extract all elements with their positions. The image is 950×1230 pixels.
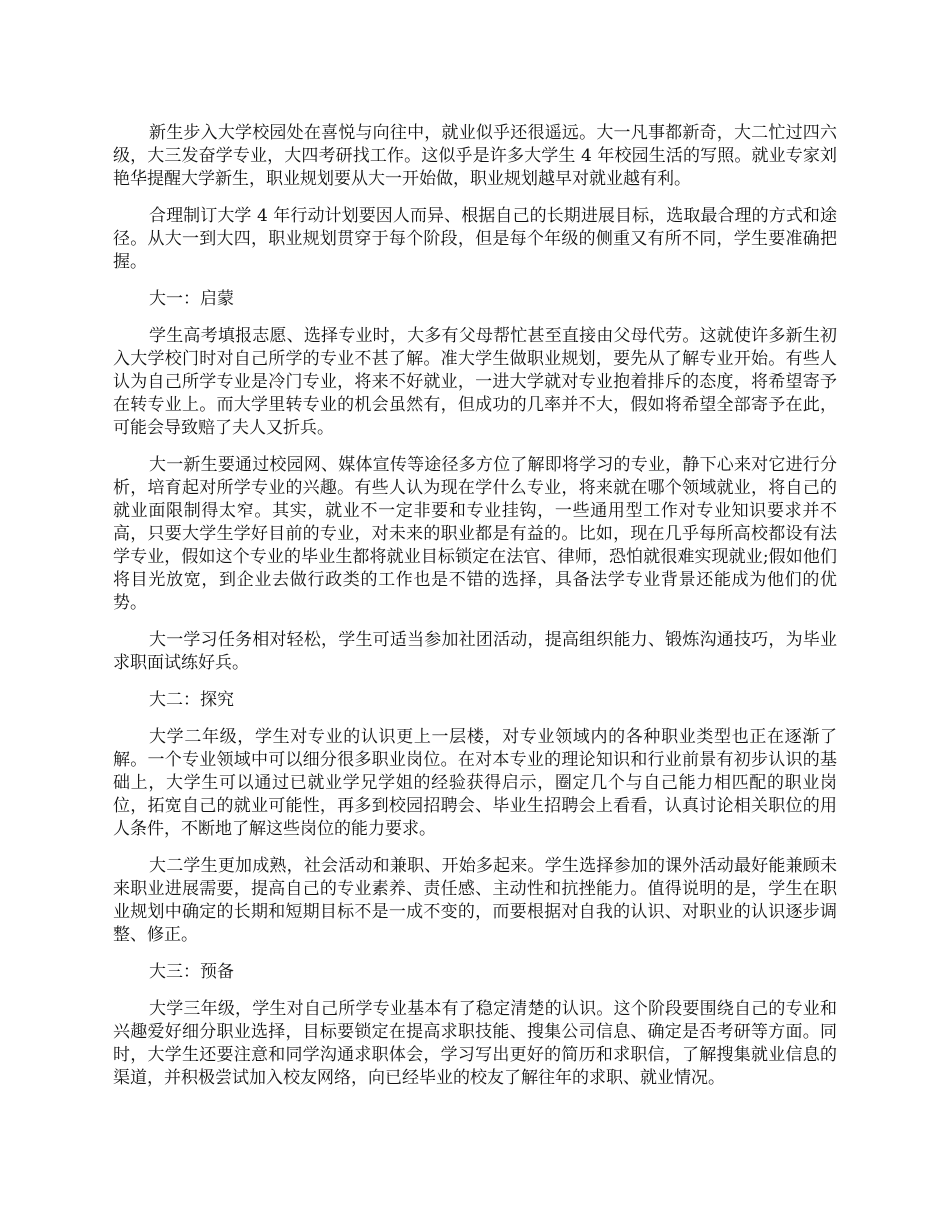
paragraph-freshman-3: 大一学习任务相对轻松，学生可适当参加社团活动，提高组织能力、锻炼沟通技巧，为毕业求职面试练好兵。 <box>113 630 837 673</box>
paragraph-sophomore-2: 大二学生更加成熟，社会活动和兼职、开始多起来。学生选择参加的课外活动最好能兼顾未来职业进展需要，提高自己的专业素养、责任感、主动性和抗挫能力。值得说明的是，学生在职业规划中确定的长期和短期目标不是一成不变的，而要根据对自我的认识、对职业的认识逐步调整、修正。 <box>113 856 837 945</box>
section-heading-sophomore: 大二：探究 <box>149 690 234 710</box>
paragraph-freshman-1: 学生高考填报志愿、选择专业时，大多有父母帮忙甚至直接由父母代劳。这就使许多新生初入大学校门时对自己所学的专业不甚了解。准大学生做职业规划，要先从了解专业开始。有些人认为自己所学专业是冷门专业，将来不好就业，一进大学就对专业抱着排斥的态度，将希望寄予在转专业上。而大学里转专业的机会虽然有，但成功的几率并不大，假如将希望全部寄予在此，可能会导致赔了夫人又折兵。 <box>113 326 837 438</box>
paragraph-freshman-2: 大一新生要通过校园网、媒体宣传等途径多方位了解即将学习的专业，静下心来对它进行分析，培育起对所学专业的兴趣。有些人认为现在学什么专业，将来就在哪个领域就业，将自己的就业面限制得太窄。其实，就业不一定非要和专业挂钩，一些通用型工作对专业知识要求并不高，只要大学生学好目前的专业，对未来的职业都是有益的。比如，现在几乎每所高校都设有法学专业，假如这个专业的毕业生都将就业目标锁定在法官、律师，恐怕就很难实现就业;假如他们将目光放宽，到企业去做行政类的工作也是不错的选择，具备法学专业背景还能成为他们的优势。 <box>113 455 837 613</box>
paragraph-junior-1: 大学三年级，学生对自己所学专业基本有了稳定清楚的认识。这个阶段要围绕自己的专业和兴趣爱好细分职业选择，目标要锁定在提高求职技能、搜集公司信息、确定是否考研等方面。同时，大学生还要注意和同学沟通求职体会，学习写出更好的简历和求职信，了解搜集就业信息的渠道，并积极尝试加入校友网络，向已经毕业的校友了解往年的求职、就业情况。 <box>113 999 837 1088</box>
section-heading-junior: 大三：预备 <box>149 962 234 982</box>
paragraph-plan: 合理制订大学 4 年行动计划要因人而异、根据自己的长期进展目标，选取最合理的方式和途径。从大一到大四，职业规划贯穿于每个阶段，但是每个年级的侧重又有所不同，学生要准确把握。 <box>113 206 837 272</box>
paragraph-sophomore-1: 大学二年级，学生对专业的认识更上一层楼，对专业领域内的各种职业类型也正在逐渐了解。一个专业领域中可以细分很多职业岗位。在对本专业的理论知识和行业前景有初步认识的基础上，大学生可以通过已就业学兄学姐的经验获得启示，圈定几个与自己能力相匹配的职业岗位，拓宽自己的就业可能性，再多到校园招聘会、毕业生招聘会上看看，认真讨论相关职位的用人条件，不断地了解这些岗位的能力要求。 <box>113 727 837 839</box>
section-heading-freshman: 大一：启蒙 <box>149 289 234 309</box>
document-body <box>113 122 837 1104</box>
paragraph-intro: 新生步入大学校园处在喜悦与向往中，就业似乎还很遥远。大一凡事都新奇，大二忙过四六级，大三发奋学专业，大四考研找工作。这似乎是许多大学生 4 年校园生活的写照。就业专家刘艳华提醒大学新生，职业规划要从大一开始做，职业规划越早对就业越有利。 <box>113 123 837 189</box>
